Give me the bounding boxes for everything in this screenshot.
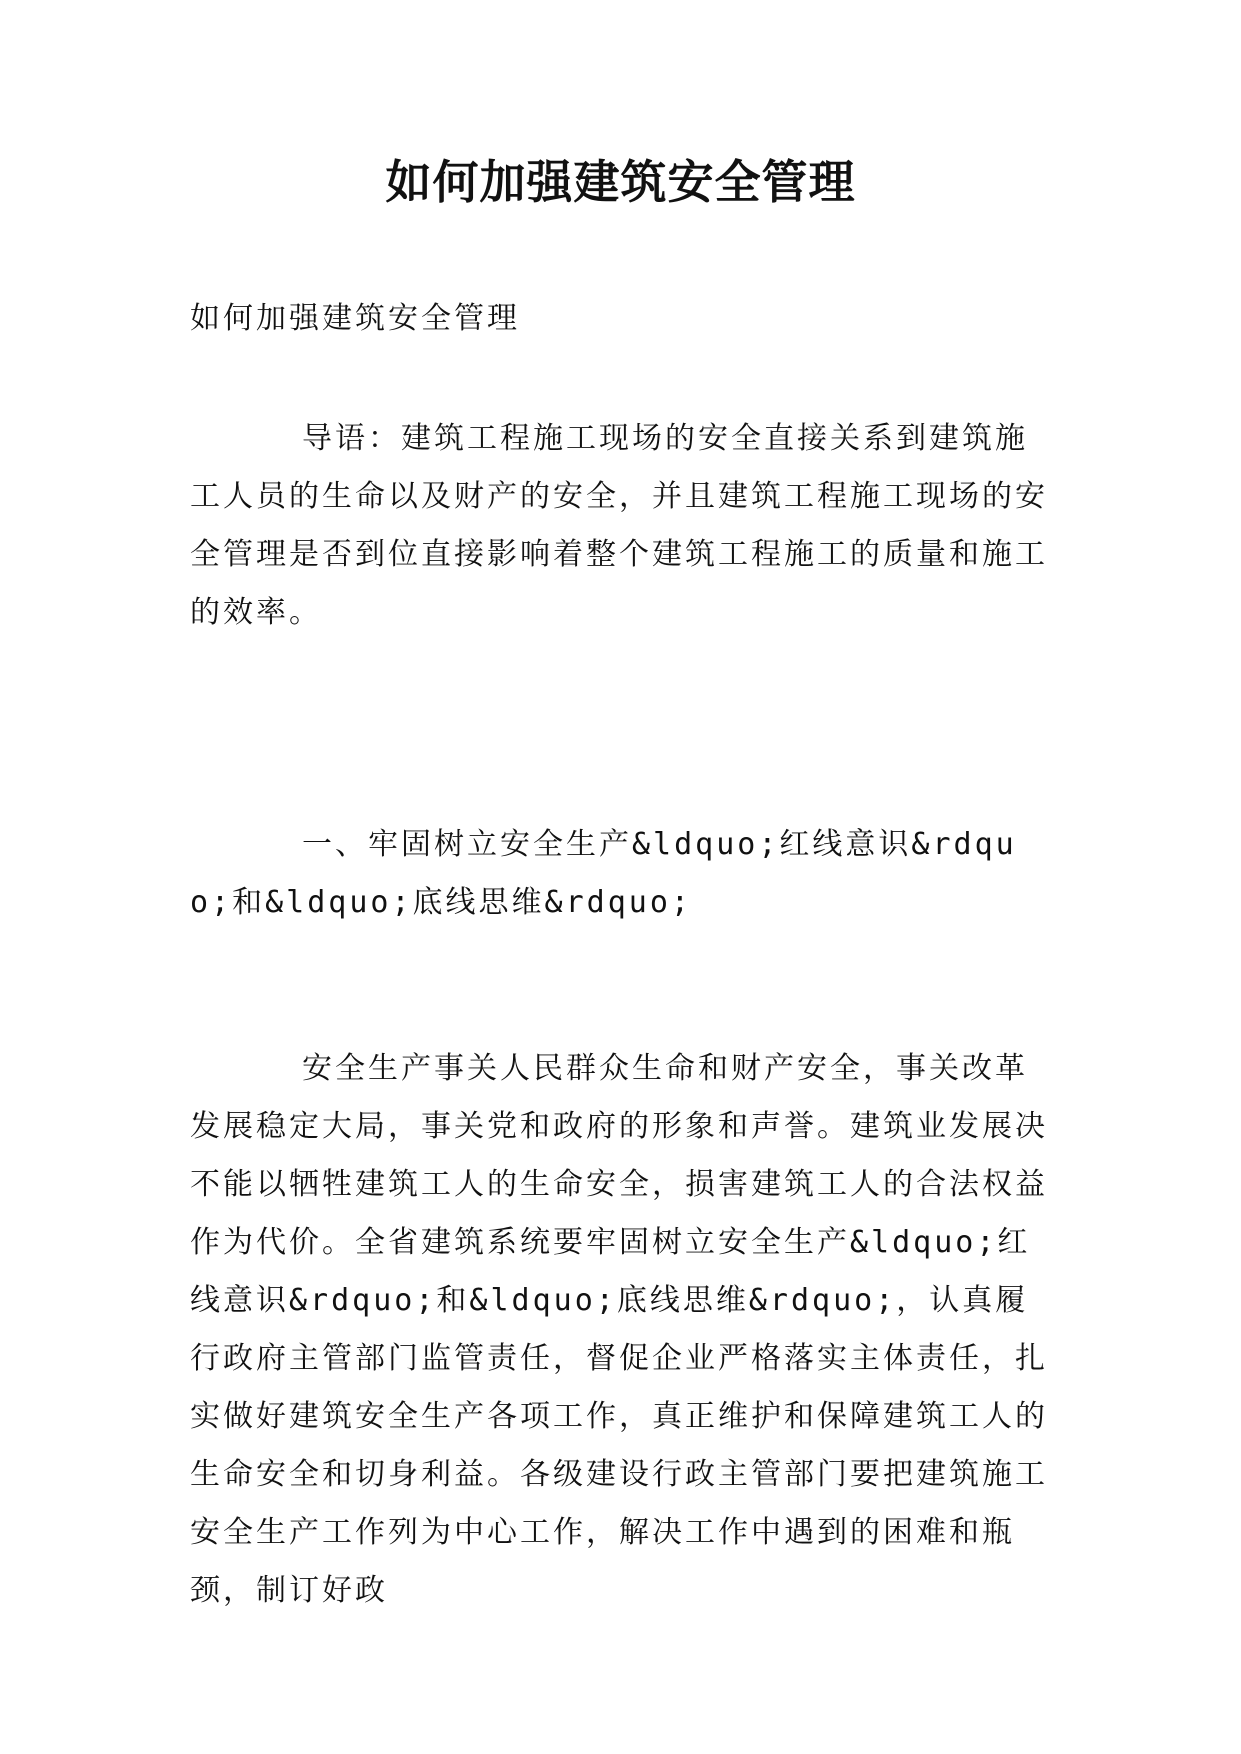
document-subtitle: 如何加强建筑安全管理 [190,301,520,336]
intro-paragraph: 导语：建筑工程施工现场的安全直接关系到建筑施工人员的生命以及财产的安全，并且建筑工程施工现场的安全管理是否到位直接影响着整个建筑工程施工的质量和施工的效率。 [190,421,1048,630]
section-heading: 一、牢固树立安全生产&ldquo;红线意识&rdquo;和&ldquo;底线思维&rdquo; [190,827,1017,920]
body-paragraph: 安全生产事关人民群众生命和财产安全，事关改革发展稳定大局，事关党和政府的形象和声誉。建筑业发展决不能以牺牲建筑工人的生命安全，损害建筑工人的合法权益作为代价。全省建筑系统要牢固树立安全生产&ldquo;红线意识&rdquo;和&ldquo;底线思维&rdquo;，认真履行政府主管部门监管责任，督促企业严格落实主体责任，扎实做好建筑安全生产各项工作，真正维护和保障建筑工人的生命安全和切身利益。各级建设行政主管部门要把建筑施工安全生产工作列为中心工作，解决工作中遇到的困难和瓶颈，制订好政 [190,1051,1048,1608]
document-title: 如何加强建筑安全管理 [385,155,856,209]
